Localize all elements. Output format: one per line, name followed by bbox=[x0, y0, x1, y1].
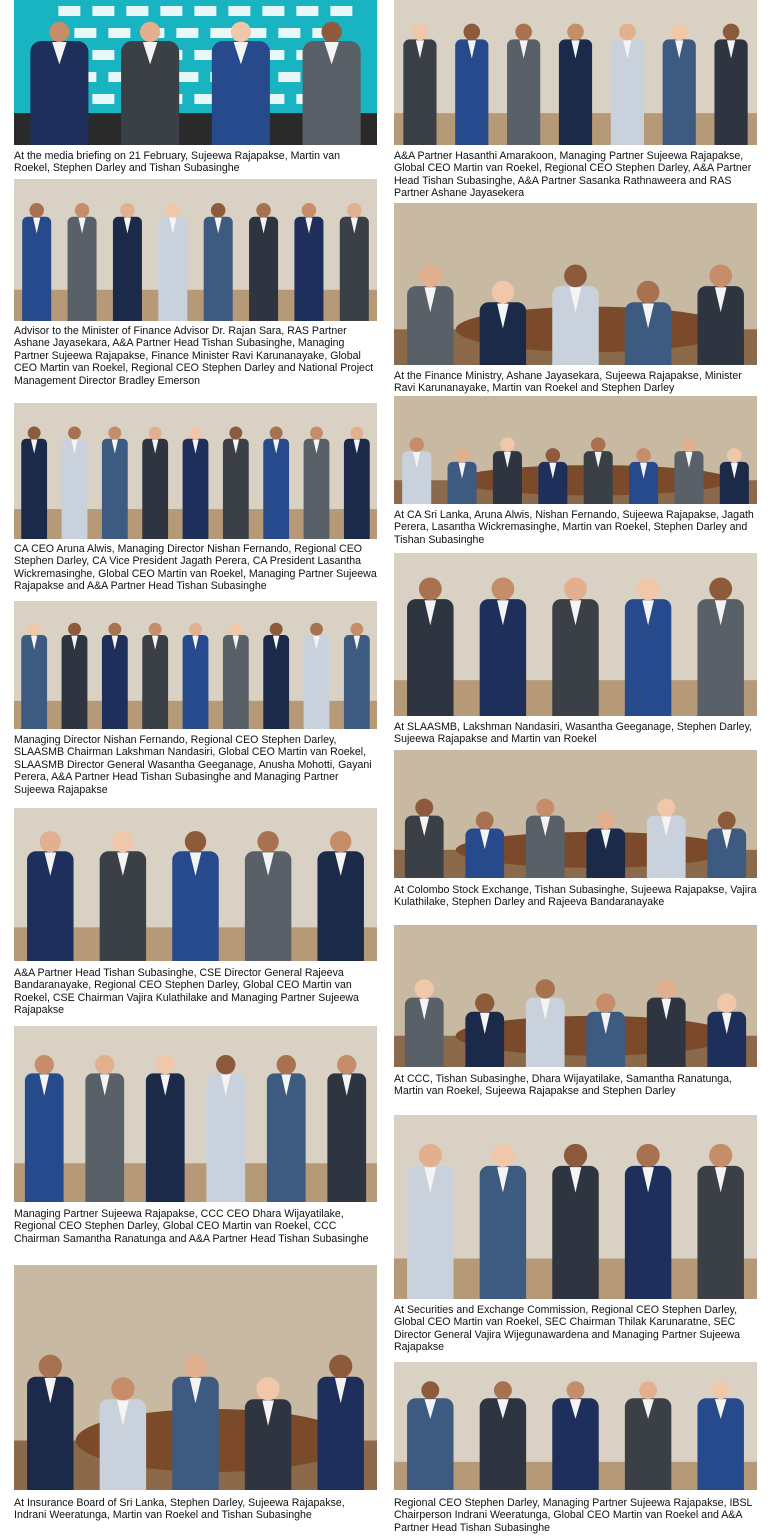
photo-media-briefing bbox=[14, 0, 377, 145]
photo-caption: At CA Sri Lanka, Aruna Alwis, Nishan Fernando, Sujeewa Rajapakse, Jagath Perera, Lasantha Wickremasinghe, Martin van Roekel, Stephen Darley and Tishan Subasinghe bbox=[394, 509, 754, 546]
photo-image bbox=[14, 1265, 377, 1490]
photo-image bbox=[14, 403, 377, 539]
photo-image bbox=[394, 750, 757, 878]
person bbox=[304, 426, 330, 539]
person bbox=[455, 24, 488, 145]
person bbox=[663, 24, 696, 145]
photo-slaasmb-five bbox=[394, 553, 757, 716]
person bbox=[146, 1055, 185, 1202]
person bbox=[25, 1055, 64, 1202]
photo-caption: At CCC, Tishan Subasinghe, Dhara Wijayatilake, Samantha Ranatunga, Martin van Roekel, Sujeewa Rajapakse and Stephen Darley bbox=[394, 1073, 733, 1098]
person bbox=[21, 623, 47, 729]
photo-image bbox=[394, 203, 757, 365]
person bbox=[611, 24, 644, 145]
person bbox=[62, 426, 88, 539]
person bbox=[183, 426, 209, 539]
person bbox=[697, 1144, 743, 1299]
photo-caption: Managing Partner Sujeewa Rajapakse, CCC CEO Dhara Wijayatilake, Regional CEO Stephen Darley, Global CEO Martin van Roekel, CCC Chairman Samantha Ranatunga and A&A Partner Head Tishan Subasinghe bbox=[14, 1208, 369, 1245]
person bbox=[102, 426, 128, 539]
person bbox=[263, 623, 289, 729]
photo-caption: At SLAASMB, Lakshman Nandasiri, Wasantha Geeganage, Stephen Darley, Sujeewa Rajapakse and Martin van Roekel bbox=[394, 721, 753, 746]
photo-caption: At the Finance Ministry, Ashane Jayasekara, Sujeewa Rajapakse, Minister Ravi Karunanayake, Martin van Roekel and Stephen Darley bbox=[394, 370, 742, 395]
photo-image bbox=[394, 0, 757, 145]
person bbox=[223, 426, 249, 539]
photo-image bbox=[14, 179, 377, 321]
person bbox=[267, 1055, 306, 1202]
photo-image bbox=[394, 396, 757, 504]
photo-caption: A&A Partner Hasanthi Amarakoon, Managing Partner Sujeewa Rajapakse, Global CEO Martin van Roekel, Regional CEO Stephen Darley, A&A Partner Head Tishan Subasinghe, A&A Partner Sasanka Rathnaweera and RAS Partner Ashane Jayasekera bbox=[394, 150, 752, 200]
photo-caption: At the media briefing on 21 February, Sujeewa Rajapakse, Martin van Roekel, Stephen Darley and Tishan Subasinghe bbox=[14, 150, 341, 175]
person bbox=[223, 623, 249, 729]
person bbox=[249, 203, 278, 321]
person bbox=[183, 623, 209, 729]
person bbox=[85, 1055, 124, 1202]
photo-caption: At Insurance Board of Sri Lanka, Stephen Darley, Sujeewa Rajapakse, Indrani Weeratunga, Martin van Roekel and Tishan Subasinghe bbox=[14, 1497, 345, 1522]
photo-ccc-meeting bbox=[394, 925, 757, 1067]
person bbox=[263, 426, 289, 539]
person bbox=[22, 203, 51, 321]
person bbox=[714, 24, 747, 145]
person bbox=[158, 203, 187, 321]
person bbox=[327, 1055, 366, 1202]
photo-image bbox=[14, 808, 377, 961]
person bbox=[507, 24, 540, 145]
photo-slaasmb-group bbox=[14, 601, 377, 729]
photo-ibsl-meeting bbox=[14, 1265, 377, 1490]
person bbox=[142, 623, 168, 729]
photo-image bbox=[14, 0, 377, 145]
person bbox=[304, 623, 330, 729]
person bbox=[204, 203, 233, 321]
photo-ca-meeting bbox=[394, 396, 757, 504]
photo-image bbox=[394, 925, 757, 1067]
person bbox=[407, 1144, 453, 1299]
photo-finance-meeting bbox=[394, 203, 757, 365]
person bbox=[552, 1144, 598, 1299]
photo-caption: Managing Director Nishan Fernando, Regional CEO Stephen Darley, SLAASMB Chairman Lakshman Nandasiri, Global CEO Martin van Roekel, SLAASMB Director General Wasantha Geeganage, Anusha Mohotti, Gayani Perera, A&A Partner Head Tishan Subasinghe and Managing Partner Sujeewa Rajapakse bbox=[14, 734, 372, 796]
photo-cse-meeting bbox=[394, 750, 757, 878]
photo-cse-group bbox=[14, 808, 377, 961]
photo-image bbox=[394, 553, 757, 716]
person bbox=[480, 1144, 526, 1299]
person bbox=[294, 203, 323, 321]
photo-caption: At Colombo Stock Exchange, Tishan Subasinghe, Sujeewa Rajapakse, Vajira Kulathilake, Stephen Darley and Rajeeva Bandaranayake bbox=[394, 884, 757, 909]
photo-caption: Regional CEO Stephen Darley, Managing Partner Sujeewa Rajapakse, IBSL Chairperson Indrani Weeratunga, Global CEO Martin van Roekel and A&A Partner Head Tishan Subasinghe bbox=[394, 1497, 753, 1534]
photo-caption: A&A Partner Head Tishan Subasinghe, CSE Director General Rajeeva Bandaranayake, Regional CEO Stephen Darley, Global CEO Martin van Roekel, CSE Chairman Vajira Kulathilake and Managing Partner Sujeewa Rajapakse bbox=[14, 967, 359, 1017]
photo-image bbox=[394, 1362, 757, 1490]
photo-ccc-group bbox=[14, 1026, 377, 1202]
person bbox=[113, 203, 142, 321]
person bbox=[344, 623, 370, 729]
person bbox=[625, 1144, 671, 1299]
photo-sec-group bbox=[394, 1115, 757, 1299]
person bbox=[206, 1055, 245, 1202]
photo-caption: CA CEO Aruna Alwis, Managing Director Nishan Fernando, Regional CEO Stephen Darley, CA Vice President Jagath Perera, CA President Lasantha Wickremasinghe, Global CEO Martin van Roekel, Managing Partner Sujeewa Rajapakse and A&A Partner Head Tishan Subasinghe bbox=[14, 543, 377, 593]
photo-image bbox=[394, 1115, 757, 1299]
photo-ibsl-group bbox=[394, 1362, 757, 1490]
person bbox=[68, 203, 97, 321]
photo-caption: At Securities and Exchange Commission, Regional CEO Stephen Darley, Global CEO Martin van Roekel, SEC Chairman Thilak Karunaratne, SEC Director General Vajira Wijegunawardena and Managing Partner Sujeewa Rajapakse bbox=[394, 1304, 741, 1354]
person bbox=[102, 623, 128, 729]
person bbox=[559, 24, 592, 145]
photo-bdo-group bbox=[394, 0, 757, 145]
person bbox=[142, 426, 168, 539]
person bbox=[340, 203, 369, 321]
person bbox=[21, 426, 47, 539]
photo-finance-group bbox=[14, 179, 377, 321]
photo-ca-group bbox=[14, 403, 377, 539]
person bbox=[344, 426, 370, 539]
photo-image bbox=[14, 601, 377, 729]
person bbox=[62, 623, 88, 729]
photo-image bbox=[14, 1026, 377, 1202]
photo-caption: Advisor to the Minister of Finance Advisor Dr. Rajan Sara, RAS Partner Ashane Jayasekara, A&A Partner Head Tishan Subasinghe, Managing Partner Sujeewa Rajapakse, Finance Minister Ravi Karunanayake, Global CEO Martin van Roekel, Regional CEO Stephen Darley and National Project Management Director Bradley Emerson bbox=[14, 325, 374, 387]
person bbox=[403, 24, 436, 145]
